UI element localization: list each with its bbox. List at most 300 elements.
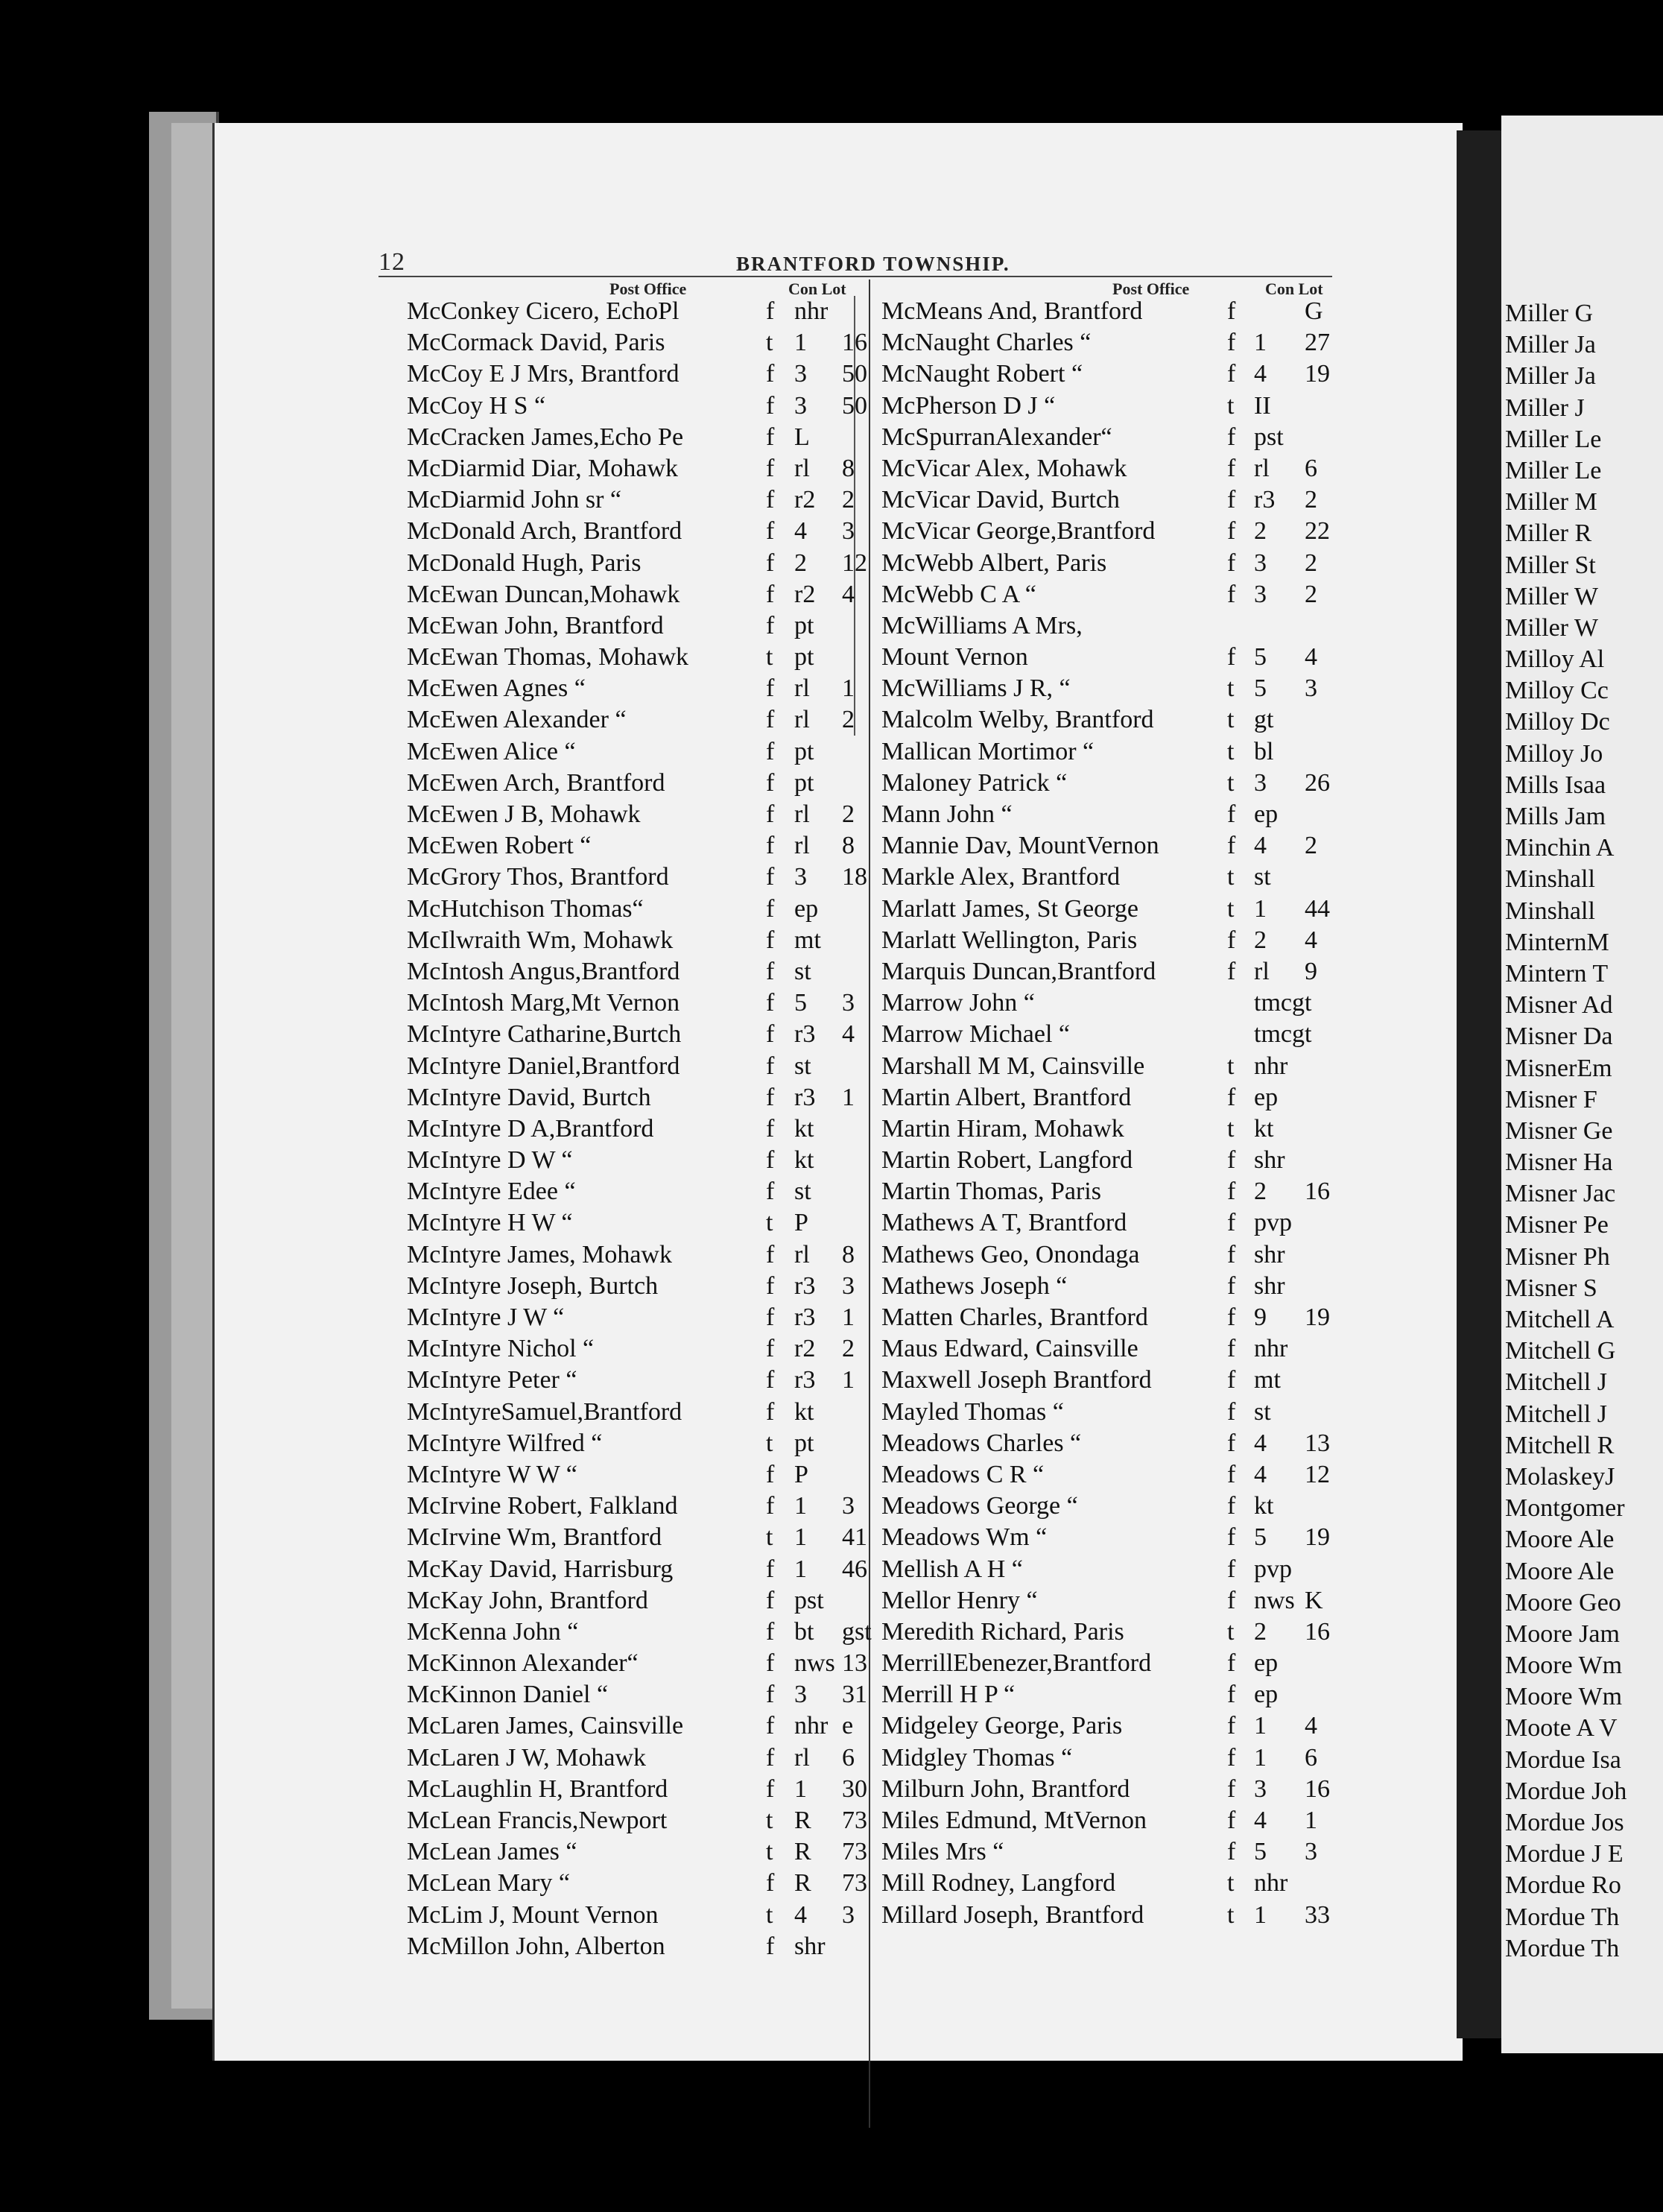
directory-entry [407,1491,869,1522]
page-number: 12 [378,248,405,276]
directory-entry [881,1082,1358,1113]
entry-type: f [1227,957,1236,985]
entry-con: r2 [794,1335,816,1363]
directory-entry [407,484,869,516]
entry-lot: 4 [1305,643,1317,672]
directory-entry [881,1176,1358,1207]
directory-entry [881,1774,1358,1805]
entry-type: f [1227,1775,1236,1803]
entry-con: nhr [1254,1335,1288,1363]
entry-type: f [766,706,775,734]
entry-type: f [766,360,775,388]
entry-name: Meadows George “ [881,1492,1078,1520]
directory-entry [881,956,1358,987]
entry-name: McDonald Arch, Brantford [407,517,682,546]
entry-type: f [766,1775,775,1803]
entry-lot: 3 [842,517,855,546]
directory-entry [407,956,869,987]
entry-con: 1 [794,1555,807,1583]
entry-con: pvp [1254,1209,1292,1237]
directory-entry [407,1774,869,1805]
entry-name: McMillon John, Alberton [407,1932,665,1960]
entry-lot: 18 [842,863,867,891]
entry-name: Mannie Dav, MountVernon [881,832,1159,860]
entry-type: t [766,1807,773,1834]
entry-name: McDiarmid Diar, Mohawk [407,454,679,482]
entry-type: t [1227,768,1235,797]
next-page-entry: Mordue Ro [1505,1871,1621,1900]
entry-con: nhr [794,1712,829,1740]
entry-type: f [1227,1397,1236,1426]
entry-name: Matten Charles, Brantford [881,1304,1148,1331]
entry-lot: 8 [842,454,855,482]
entry-type: t [1227,391,1235,420]
directory-entry [881,1302,1358,1333]
entry-lot: 6 [842,1743,855,1772]
directory-entry [407,1900,869,1931]
entry-lot: 8 [842,1240,855,1268]
directory-entry [881,1365,1358,1396]
entry-con: mt [1254,1366,1281,1394]
entry-con: r3 [1254,486,1276,514]
entry-type: f [766,549,775,577]
directory-entry [407,862,869,893]
entry-lot: 44 [1305,894,1330,923]
entry-name: McMeans And, Brantford [881,297,1143,325]
entry-name: McEwan Thomas, Mohawk [407,643,689,672]
entry-con: shr [794,1932,826,1960]
entry-name: McWilliams A Mrs, [881,611,1083,639]
entry-lot: 8 [842,832,855,860]
directory-entry [407,1051,869,1082]
entry-con: 1 [794,1492,807,1520]
right-column [881,296,1358,1931]
directory-entry [407,1805,869,1836]
entry-lot: 2 [1305,580,1317,608]
entry-type: f [766,1649,775,1678]
book-edge-inner [171,123,218,2009]
entry-name: McKinnon Daniel “ [407,1681,609,1709]
next-page-entry: Moore Geo [1505,1588,1621,1617]
directory-entry [407,1428,869,1459]
entry-type: f [766,957,775,985]
entry-con: pt [794,768,814,797]
entry-con: 4 [794,517,807,546]
directory-entry [881,1113,1358,1145]
entry-lot: 73 [842,1869,867,1897]
next-page-entry: Misner Jac [1505,1180,1616,1208]
entry-con: 3 [794,391,807,420]
entry-name: Mallican Mortimor “ [881,737,1095,765]
entry-name: McNaught Charles “ [881,329,1092,357]
entry-lot: 27 [1305,329,1330,357]
entry-name: Mathews Geo, Onondaga [881,1240,1140,1268]
next-page-entry: Miller Le [1505,456,1602,484]
directory-entry [881,1239,1358,1271]
entry-con: 5 [1254,674,1267,703]
entry-name: Malcolm Welby, Brantford [881,706,1154,734]
entry-type: f [1227,832,1236,860]
entry-con: R [794,1869,811,1897]
entry-name: McIntyre Nichol “ [407,1335,595,1363]
next-page-entry: Milloy Cc [1505,677,1609,705]
entry-type: f [1227,926,1236,954]
entry-name: McHutchison Thomas“ [407,894,644,923]
page-title: BRANTFORD TOWNSHIP. [736,253,1010,275]
entry-type: f [1227,1304,1236,1331]
directory-entry [881,1554,1358,1585]
entry-type: f [1227,1460,1236,1488]
entry-name: McKay John, Brantford [407,1586,648,1614]
entry-name: Mathews A T, Brantford [881,1209,1127,1237]
directory-entry [881,1019,1358,1050]
entry-lot: 46 [842,1555,867,1583]
entry-type: f [766,1020,775,1049]
entry-lot: 1 [842,1366,855,1394]
directory-entry [407,894,869,925]
directory-entry [881,548,1358,579]
entry-type: t [1227,863,1235,891]
entry-name: McDiarmid John sr “ [407,486,622,514]
entry-type: f [766,674,775,703]
directory-entry [407,1239,869,1271]
entry-name: McLean Mary “ [407,1869,571,1897]
entry-lot: 4 [842,580,855,608]
directory-entry [407,1397,869,1428]
entry-con: 4 [1254,360,1267,388]
directory-entry [881,1900,1358,1931]
entry-con: 1 [1254,894,1267,923]
entry-name: MerrillEbenezer,Brantford [881,1649,1152,1678]
entry-con: tmcgt [1254,989,1312,1017]
entry-name: McIntyre D W “ [407,1146,573,1175]
directory-entry [407,673,869,704]
next-page-entry: Misner Ph [1505,1242,1610,1271]
entry-con: 3 [794,360,807,388]
directory-entry [881,296,1358,327]
entry-type: f [766,1743,775,1772]
entry-type: f [1227,580,1236,608]
entry-con: nws [1254,1586,1295,1614]
entry-type: f [1227,454,1236,482]
entry-name: McLaren J W, Mohawk [407,1743,647,1772]
entry-con: st [794,1178,811,1206]
entry-lot: 3 [842,1900,855,1929]
directory-entry [407,358,869,390]
entry-name: McVicar David, Burtch [881,486,1120,514]
entry-name: Miles Mrs “ [881,1838,1004,1866]
entry-type: f [1227,297,1236,325]
directory-entry [881,422,1358,453]
entry-lot: 31 [842,1681,867,1709]
entry-type: f [766,737,775,765]
entry-type: f [1227,486,1236,514]
entry-name: Mount Vernon [881,643,1028,672]
next-page-entry: Miller M [1505,488,1597,516]
entry-name: Marrow Michael “ [881,1020,1071,1049]
next-page-entry: Mitchell J [1505,1400,1607,1428]
entry-type: f [766,768,775,797]
entry-lot: 6 [1305,454,1317,482]
entry-name: McLaren James, Cainsville [407,1712,684,1740]
entry-name: McSpurranAlexander“ [881,423,1112,451]
page-header [215,248,1463,278]
entry-type: t [1227,1900,1235,1929]
directory-entry [881,925,1358,956]
directory-entry [881,768,1358,799]
entry-con: pt [794,611,814,639]
entry-type: f [766,1366,775,1394]
entry-con: 2 [1254,1178,1267,1206]
entry-lot: 2 [842,706,855,734]
entry-name: Marlatt Wellington, Paris [881,926,1138,954]
entry-name: Marrow John “ [881,989,1035,1017]
entry-name: Milburn John, Brantford [881,1775,1130,1803]
entry-name: Miles Edmund, MtVernon [881,1807,1147,1834]
entry-con: 4 [1254,832,1267,860]
entry-con: ep [1254,1649,1279,1678]
next-page-entry: Minshall [1505,897,1595,925]
entry-con: mt [794,926,821,954]
entry-con: 1 [1254,1712,1267,1740]
entry-con: 5 [794,989,807,1017]
directory-entry [881,391,1358,422]
next-page-entry: MisnerEm [1505,1054,1612,1082]
entry-name: Meredith Richard, Paris [881,1617,1124,1646]
entry-name: Martin Albert, Brantford [881,1083,1132,1111]
directory-entry [407,1742,869,1774]
entry-lot: 73 [842,1838,867,1866]
entry-name: Maloney Patrick “ [881,768,1068,797]
next-page-entry: MinternM [1505,928,1609,956]
directory-entry [407,579,869,610]
entry-name: Millard Joseph, Brantford [881,1900,1144,1929]
directory-entry [881,704,1358,736]
entry-lot: 30 [842,1775,867,1803]
directory-entry [881,453,1358,484]
entry-lot: 16 [842,329,867,357]
entry-name: Meadows Wm “ [881,1523,1048,1552]
entry-type: f [1227,549,1236,577]
entry-name: Maxwell Joseph Brantford [881,1366,1152,1394]
entry-type: f [766,1397,775,1426]
entry-type: f [1227,1586,1236,1614]
directory-entry [881,862,1358,893]
next-page-entry: Minshall [1505,865,1595,894]
directory-entry [881,1051,1358,1082]
entry-con: 4 [1254,1460,1267,1488]
directory-entry [881,1491,1358,1522]
directory-entry [881,830,1358,862]
directory-entry [407,1554,869,1585]
entry-con: rl [794,832,810,860]
directory-entry [407,1522,869,1553]
entry-type: f [1227,1712,1236,1740]
directory-entry [407,736,869,768]
entry-name: McIntyre Joseph, Burtch [407,1271,659,1300]
entry-lot: 1 [1305,1807,1317,1834]
entry-lot: 1 [842,1304,855,1331]
entry-name: McEwen Agnes “ [407,674,586,703]
entry-lot: 6 [1305,1743,1317,1772]
next-page-entry: Mordue Joh [1505,1777,1627,1805]
entry-con: rl [794,1743,810,1772]
next-page-entry: Miller Ja [1505,362,1596,391]
entry-type: t [1227,1052,1235,1080]
entry-type: f [1227,1240,1236,1268]
entry-name: McCoy H S “ [407,391,546,420]
entry-lot: 19 [1305,1304,1330,1331]
next-page-entry: Miller Le [1505,425,1602,453]
entry-type: f [766,1271,775,1300]
entry-lot: 1 [842,1083,855,1111]
entry-type: f [766,1869,775,1897]
entry-con: shr [1254,1240,1285,1268]
entry-name: McIntyreSamuel,Brantford [407,1397,682,1426]
next-page-entry: Miller W [1505,582,1598,610]
entry-lot: e [842,1712,854,1740]
directory-entry [407,516,869,547]
entry-lot: 3 [842,1271,855,1300]
entry-name: McLean James “ [407,1838,577,1866]
directory-entry [881,1836,1358,1868]
entry-name: McIlwraith Wm, Mohawk [407,926,674,954]
entry-con: kt [1254,1492,1274,1520]
entry-con: pst [794,1586,824,1614]
entry-name: McEwen J B, Mohawk [407,800,641,828]
next-page-entry: Miller W [1505,613,1598,642]
entry-con: P [794,1460,808,1488]
entry-type: f [1227,1178,1236,1206]
entry-name: McIntyre H W “ [407,1209,573,1237]
entry-con: nhr [1254,1052,1288,1080]
entry-con: 1 [794,329,807,357]
entry-name: McCoy E J Mrs, Brantford [407,360,680,388]
directory-entry [407,799,869,830]
directory-entry [881,1742,1358,1774]
entry-con: ep [794,894,819,923]
entry-lot: 19 [1305,360,1330,388]
next-page-entry: Mintern T [1505,959,1609,987]
directory-entry [407,1082,869,1113]
entry-lot: 2 [1305,832,1317,860]
entry-name: Mellor Henry “ [881,1586,1038,1614]
entry-type: t [766,643,773,672]
entry-con: 4 [1254,1807,1267,1834]
entry-name: Meadows Charles “ [881,1429,1082,1457]
entry-con: P [794,1209,808,1237]
entry-con: kt [794,1146,814,1175]
entry-con: kt [794,1397,814,1426]
entry-lot: K [1305,1586,1323,1614]
entry-con: nws [794,1649,835,1678]
entry-type: f [1227,1146,1236,1175]
entry-name: Midgeley George, Paris [881,1712,1123,1740]
entry-name: McLaughlin H, Brantford [407,1775,668,1803]
entry-lot: 4 [1305,1712,1317,1740]
entry-type: f [1227,643,1236,672]
entry-con: bt [794,1617,814,1646]
entry-name: McIntyre Peter “ [407,1366,577,1394]
entry-type: f [1227,1492,1236,1520]
entry-lot: 9 [1305,957,1317,985]
next-page-entry: Miller J [1505,394,1585,422]
entry-lot: 16 [1305,1178,1330,1206]
entry-con: 3 [1254,1775,1267,1803]
directory-entry [407,1679,869,1710]
entry-con: 3 [1254,580,1267,608]
entry-name: McIntyre Daniel,Brantford [407,1052,680,1080]
entry-type: t [1227,737,1235,765]
directory-entry [881,1271,1358,1302]
directory-entry [407,1145,869,1176]
entry-type: t [1227,1114,1235,1143]
entry-name: Midgley Thomas “ [881,1743,1073,1772]
directory-entry [881,1522,1358,1553]
directory-entry [407,830,869,862]
entry-con: r3 [794,1304,816,1331]
entry-type: f [766,1712,775,1740]
entry-lot: 13 [842,1649,867,1678]
entry-con: 3 [1254,549,1267,577]
next-page-entry: Moote A V [1505,1714,1618,1742]
entry-type: f [1227,1838,1236,1866]
entry-name: McGrory Thos, Brantford [407,863,669,891]
entry-type: f [1227,1366,1236,1394]
directory-entry [881,736,1358,768]
entry-name: McLean Francis,Newport [407,1807,668,1834]
directory-entry [407,1333,869,1365]
next-page-entry: Moore Wm [1505,1652,1623,1680]
directory-entry [407,1365,869,1396]
next-page-entry: Mordue Th [1505,1934,1620,1962]
entry-type: t [1227,1617,1235,1646]
entry-name: McIrvine Robert, Falkland [407,1492,678,1520]
entry-con: 3 [794,1681,807,1709]
entry-type: f [766,926,775,954]
next-page-entry: Mordue Th [1505,1903,1620,1931]
entry-name: McIntyre J W “ [407,1304,565,1331]
next-page-entry: Miller G [1505,300,1594,327]
entry-lot: 12 [1305,1460,1330,1488]
directory-entry [407,704,869,736]
entry-type: f [766,1586,775,1614]
directory-entry [407,327,869,358]
directory-entry [881,1207,1358,1239]
entry-con: pvp [1254,1555,1292,1583]
entry-con: 1 [794,1523,807,1552]
directory-entry [407,925,869,956]
entry-con: rl [794,674,810,703]
entry-con: gt [1254,706,1274,734]
entry-name: Martin Robert, Langford [881,1146,1133,1175]
entry-name: Mill Rodney, Langford [881,1869,1116,1897]
next-page-entry: Mordue Isa [1505,1745,1621,1774]
entry-con: st [1254,863,1271,891]
directory-entry [407,1868,869,1899]
entry-name: Mann John “ [881,800,1013,828]
entry-con: 1 [1254,1743,1267,1772]
entry-lot: 12 [842,549,867,577]
next-page-entry: Moore Jam [1505,1619,1620,1648]
next-page-entry: Moore Wm [1505,1683,1623,1711]
next-page-entry: Milloy Dc [1505,708,1610,736]
entry-lot: 19 [1305,1523,1330,1552]
entry-type: f [1227,1083,1236,1111]
entry-name: McIntyre Wilfred “ [407,1429,603,1457]
entry-lot: 3 [842,989,855,1017]
entry-type: f [1227,329,1236,357]
